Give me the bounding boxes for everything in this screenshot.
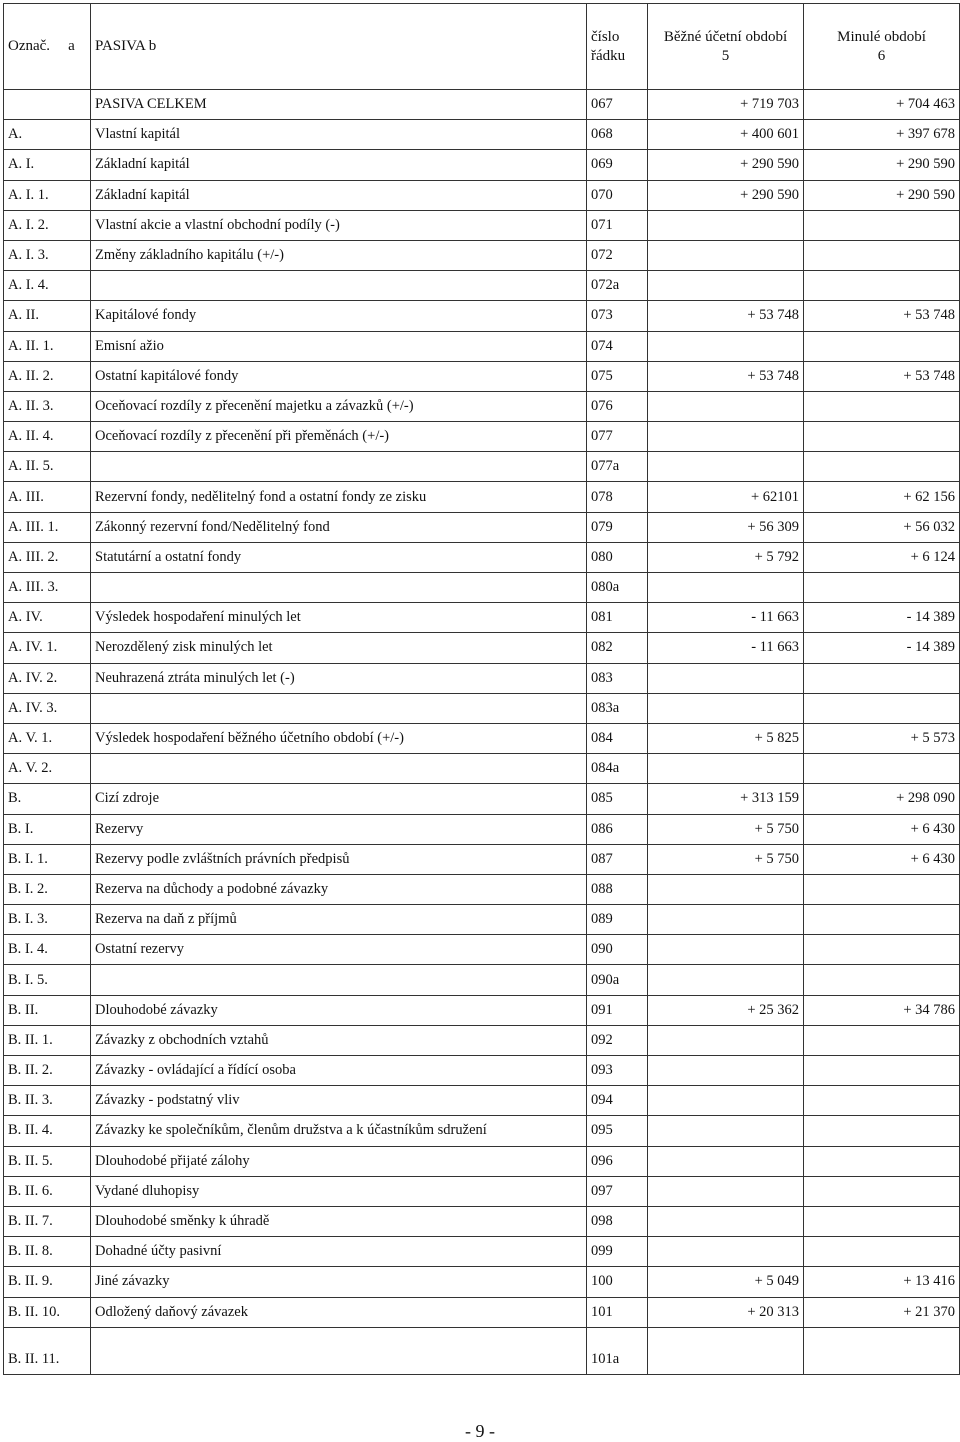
row-previous-value: + 290 590 <box>804 180 960 210</box>
row-name <box>91 754 587 784</box>
row-mark: A. II. 3. <box>4 391 91 421</box>
row-previous-value: + 290 590 <box>804 150 960 180</box>
row-current-value <box>648 240 804 270</box>
table-row <box>4 874 960 904</box>
row-number: 078 <box>587 482 648 512</box>
table-row <box>4 965 960 995</box>
row-mark: B. II. 5. <box>4 1146 91 1176</box>
row-name: Ostatní kapitálové fondy <box>91 361 587 391</box>
row-name: Závazky z obchodních vztahů <box>91 1025 587 1055</box>
table-row <box>4 452 960 482</box>
row-number: 085 <box>587 784 648 814</box>
row-number: 068 <box>587 120 648 150</box>
row-mark: A. II. 2. <box>4 361 91 391</box>
row-number: 090a <box>587 965 648 995</box>
row-current-value: + 5 750 <box>648 844 804 874</box>
row-name: Změny základního kapitálu (+/-) <box>91 240 587 270</box>
row-previous-value <box>804 1327 960 1374</box>
table-row <box>4 331 960 361</box>
table-row <box>4 935 960 965</box>
row-number: 067 <box>587 90 648 120</box>
row-number: 072a <box>587 271 648 301</box>
row-current-value <box>648 210 804 240</box>
row-previous-value: + 6 124 <box>804 542 960 572</box>
table-row <box>4 1237 960 1267</box>
row-name: Oceňovací rozdíly z přecenění majetku a závazků (+/-) <box>91 391 587 421</box>
row-current-value <box>648 391 804 421</box>
row-mark: A. IV. 1. <box>4 633 91 663</box>
row-current-value <box>648 1116 804 1146</box>
row-name <box>91 693 587 723</box>
row-number: 093 <box>587 1056 648 1086</box>
row-current-value: + 56 309 <box>648 512 804 542</box>
row-name <box>91 452 587 482</box>
row-current-value: + 5 825 <box>648 723 804 753</box>
row-current-value <box>648 965 804 995</box>
row-previous-value <box>804 240 960 270</box>
row-mark: B. I. 2. <box>4 874 91 904</box>
row-previous-value <box>804 210 960 240</box>
row-mark: B. II. 7. <box>4 1206 91 1236</box>
row-number: 101a <box>587 1327 648 1374</box>
row-mark: B. II. <box>4 995 91 1025</box>
table-header-row <box>4 4 960 90</box>
row-previous-value: + 53 748 <box>804 301 960 331</box>
row-number: 091 <box>587 995 648 1025</box>
row-previous-value <box>804 935 960 965</box>
row-name: Výsledek hospodaření minulých let <box>91 603 587 633</box>
row-current-value: + 5 750 <box>648 814 804 844</box>
row-current-value <box>648 1146 804 1176</box>
page-number: - 9 - <box>465 1421 495 1441</box>
row-previous-value <box>804 693 960 723</box>
row-current-value <box>648 331 804 361</box>
row-mark: B. II. 9. <box>4 1267 91 1297</box>
row-mark: A. III. 3. <box>4 573 91 603</box>
row-number: 069 <box>587 150 648 180</box>
row-current-value <box>648 874 804 904</box>
row-current-value <box>648 1327 804 1374</box>
row-name: Rezervy podle zvláštních právních předpisů <box>91 844 587 874</box>
table-row <box>4 603 960 633</box>
row-previous-value <box>804 573 960 603</box>
row-current-value <box>648 754 804 784</box>
row-current-value <box>648 1206 804 1236</box>
table-row <box>4 542 960 572</box>
row-name: Rezerva na daň z příjmů <box>91 905 587 935</box>
row-number: 099 <box>587 1237 648 1267</box>
row-previous-value <box>804 391 960 421</box>
row-mark: B. II. 3. <box>4 1086 91 1116</box>
table-row <box>4 663 960 693</box>
table-row <box>4 90 960 120</box>
row-previous-value: + 397 678 <box>804 120 960 150</box>
row-name: Základní kapitál <box>91 150 587 180</box>
table-row <box>4 754 960 784</box>
row-number: 079 <box>587 512 648 542</box>
row-mark: A. II. 4. <box>4 422 91 452</box>
row-number: 083 <box>587 663 648 693</box>
row-name: Emisní ažio <box>91 331 587 361</box>
row-mark: A. IV. <box>4 603 91 633</box>
row-number: 080a <box>587 573 648 603</box>
row-name: Základní kapitál <box>91 180 587 210</box>
row-previous-value <box>804 1116 960 1146</box>
table-row <box>4 1206 960 1236</box>
row-current-value: + 313 159 <box>648 784 804 814</box>
table-row <box>4 120 960 150</box>
row-current-value: + 290 590 <box>648 150 804 180</box>
row-mark: B. II. 4. <box>4 1116 91 1146</box>
row-mark: A. I. 4. <box>4 271 91 301</box>
table-row <box>4 844 960 874</box>
table-row <box>4 814 960 844</box>
row-previous-value: + 34 786 <box>804 995 960 1025</box>
row-name: Ostatní rezervy <box>91 935 587 965</box>
row-name: Závazky ke společníkům, členům družstva a k účastníkům sdružení <box>91 1116 587 1146</box>
row-previous-value: + 704 463 <box>804 90 960 120</box>
row-current-value: + 5 049 <box>648 1267 804 1297</box>
row-mark: A. III. <box>4 482 91 512</box>
row-mark: B. I. 3. <box>4 905 91 935</box>
row-mark: B. II. 10. <box>4 1297 91 1327</box>
row-name: Kapitálové fondy <box>91 301 587 331</box>
row-number: 077a <box>587 452 648 482</box>
row-current-value: - 11 663 <box>648 603 804 633</box>
row-mark: A. <box>4 120 91 150</box>
table-row <box>4 905 960 935</box>
table-row <box>4 391 960 421</box>
table-row <box>4 1116 960 1146</box>
row-number: 075 <box>587 361 648 391</box>
row-name: Výsledek hospodaření běžného účetního období (+/-) <box>91 723 587 753</box>
row-mark: A. III. 1. <box>4 512 91 542</box>
row-mark: B. I. <box>4 814 91 844</box>
row-number: 087 <box>587 844 648 874</box>
row-name: Vlastní akcie a vlastní obchodní podíly (-) <box>91 210 587 240</box>
row-current-value <box>648 905 804 935</box>
row-mark: A. I. <box>4 150 91 180</box>
row-name: Odložený daňový závazek <box>91 1297 587 1327</box>
row-number: 081 <box>587 603 648 633</box>
row-current-value <box>648 1237 804 1267</box>
table-row <box>4 1056 960 1086</box>
row-number: 098 <box>587 1206 648 1236</box>
row-name <box>91 271 587 301</box>
table-row <box>4 422 960 452</box>
row-number: 080 <box>587 542 648 572</box>
table-row <box>4 633 960 663</box>
table-row <box>4 1327 960 1374</box>
row-previous-value: + 6 430 <box>804 814 960 844</box>
row-name: Závazky - ovládající a řídící osoba <box>91 1056 587 1086</box>
table-row <box>4 482 960 512</box>
row-mark: A. III. 2. <box>4 542 91 572</box>
row-name: PASIVA CELKEM <box>91 90 587 120</box>
table-row <box>4 1146 960 1176</box>
balance-sheet <box>3 3 959 1375</box>
row-name: Dohadné účty pasivní <box>91 1237 587 1267</box>
header-mark: Označ. a <box>4 4 91 90</box>
table-row <box>4 1086 960 1116</box>
row-number: 094 <box>587 1086 648 1116</box>
row-previous-value: + 56 032 <box>804 512 960 542</box>
row-name: Vydané dluhopisy <box>91 1176 587 1206</box>
header-current-period: Běžné účetní období 5 <box>648 4 804 90</box>
row-current-value <box>648 422 804 452</box>
row-current-value: + 20 313 <box>648 1297 804 1327</box>
row-mark: B. I. 1. <box>4 844 91 874</box>
row-number: 096 <box>587 1146 648 1176</box>
row-current-value <box>648 1025 804 1055</box>
row-name: Dlouhodobé přijaté zálohy <box>91 1146 587 1176</box>
row-number: 097 <box>587 1176 648 1206</box>
row-name: Vlastní kapitál <box>91 120 587 150</box>
row-current-value: + 400 601 <box>648 120 804 150</box>
row-previous-value <box>804 1056 960 1086</box>
row-previous-value: + 5 573 <box>804 723 960 753</box>
row-name: Dlouhodobé závazky <box>91 995 587 1025</box>
row-name: Cizí zdroje <box>91 784 587 814</box>
row-mark: B. II. 11. <box>4 1327 91 1374</box>
liabilities-table <box>3 3 960 1375</box>
row-name: Rezervní fondy, nedělitelný fond a ostatní fondy ze zisku <box>91 482 587 512</box>
row-number: 072 <box>587 240 648 270</box>
header-previous-period: Minulé období 6 <box>804 4 960 90</box>
table-row <box>4 301 960 331</box>
row-previous-value: + 13 416 <box>804 1267 960 1297</box>
row-name: Jiné závazky <box>91 1267 587 1297</box>
table-row <box>4 180 960 210</box>
table-row <box>4 1176 960 1206</box>
row-mark: A. I. 1. <box>4 180 91 210</box>
row-name: Nerozdělený zisk minulých let <box>91 633 587 663</box>
row-current-value: + 62101 <box>648 482 804 512</box>
table-row <box>4 995 960 1025</box>
row-name <box>91 1327 587 1374</box>
row-mark: A. V. 1. <box>4 723 91 753</box>
row-current-value: - 11 663 <box>648 633 804 663</box>
row-name: Zákonný rezervní fond/Nedělitelný fond <box>91 512 587 542</box>
row-previous-value <box>804 905 960 935</box>
table-row <box>4 693 960 723</box>
table-row <box>4 271 960 301</box>
row-previous-value: + 53 748 <box>804 361 960 391</box>
row-previous-value <box>804 1086 960 1116</box>
row-name: Neuhrazená ztráta minulých let (-) <box>91 663 587 693</box>
row-name <box>91 965 587 995</box>
row-current-value <box>648 663 804 693</box>
row-mark: A. II. <box>4 301 91 331</box>
row-current-value <box>648 693 804 723</box>
row-previous-value <box>804 1206 960 1236</box>
row-mark: B. II. 2. <box>4 1056 91 1086</box>
row-number: 084 <box>587 723 648 753</box>
row-number: 100 <box>587 1267 648 1297</box>
row-current-value <box>648 1086 804 1116</box>
table-row <box>4 723 960 753</box>
row-mark: B. I. 5. <box>4 965 91 995</box>
table-row <box>4 573 960 603</box>
row-number: 083a <box>587 693 648 723</box>
row-number: 095 <box>587 1116 648 1146</box>
row-mark: A. IV. 3. <box>4 693 91 723</box>
row-mark: B. I. 4. <box>4 935 91 965</box>
row-previous-value: + 21 370 <box>804 1297 960 1327</box>
row-mark <box>4 90 91 120</box>
row-mark: B. II. 8. <box>4 1237 91 1267</box>
row-previous-value <box>804 452 960 482</box>
row-previous-value <box>804 1176 960 1206</box>
table-row <box>4 361 960 391</box>
row-number: 086 <box>587 814 648 844</box>
row-current-value <box>648 573 804 603</box>
row-number: 092 <box>587 1025 648 1055</box>
row-mark: A. IV. 2. <box>4 663 91 693</box>
row-previous-value <box>804 874 960 904</box>
row-name: Rezerva na důchody a podobné závazky <box>91 874 587 904</box>
row-previous-value <box>804 1146 960 1176</box>
row-previous-value: - 14 389 <box>804 633 960 663</box>
row-current-value: + 719 703 <box>648 90 804 120</box>
header-row-number: číslo řádku <box>587 4 648 90</box>
row-current-value <box>648 935 804 965</box>
row-mark: B. II. 1. <box>4 1025 91 1055</box>
row-previous-value <box>804 663 960 693</box>
row-previous-value <box>804 271 960 301</box>
row-current-value: + 53 748 <box>648 361 804 391</box>
row-current-value <box>648 1056 804 1086</box>
row-number: 090 <box>587 935 648 965</box>
header-name: PASIVA b <box>91 4 587 90</box>
row-mark: A. I. 2. <box>4 210 91 240</box>
row-current-value <box>648 271 804 301</box>
row-previous-value <box>804 422 960 452</box>
table-row <box>4 784 960 814</box>
row-name: Závazky - podstatný vliv <box>91 1086 587 1116</box>
row-name <box>91 573 587 603</box>
row-number: 084a <box>587 754 648 784</box>
row-mark: B. <box>4 784 91 814</box>
row-name: Oceňovací rozdíly z přecenění při přeměnách (+/-) <box>91 422 587 452</box>
row-number: 076 <box>587 391 648 421</box>
row-current-value <box>648 1176 804 1206</box>
row-previous-value <box>804 754 960 784</box>
row-name: Dlouhodobé směnky k úhradě <box>91 1206 587 1236</box>
row-current-value: + 5 792 <box>648 542 804 572</box>
row-mark: A. II. 1. <box>4 331 91 361</box>
row-previous-value <box>804 1025 960 1055</box>
row-previous-value <box>804 1237 960 1267</box>
row-current-value: + 290 590 <box>648 180 804 210</box>
row-number: 082 <box>587 633 648 663</box>
row-number: 077 <box>587 422 648 452</box>
row-number: 071 <box>587 210 648 240</box>
row-mark: A. I. 3. <box>4 240 91 270</box>
table-row <box>4 1297 960 1327</box>
row-number: 074 <box>587 331 648 361</box>
row-number: 088 <box>587 874 648 904</box>
row-name: Statutární a ostatní fondy <box>91 542 587 572</box>
table-row <box>4 512 960 542</box>
table-row <box>4 240 960 270</box>
row-previous-value: + 62 156 <box>804 482 960 512</box>
table-row <box>4 1267 960 1297</box>
row-name: Rezervy <box>91 814 587 844</box>
row-number: 089 <box>587 905 648 935</box>
row-previous-value <box>804 331 960 361</box>
row-previous-value: - 14 389 <box>804 603 960 633</box>
row-mark: A. V. 2. <box>4 754 91 784</box>
row-mark: A. II. 5. <box>4 452 91 482</box>
row-previous-value: + 298 090 <box>804 784 960 814</box>
row-current-value: + 53 748 <box>648 301 804 331</box>
table-row <box>4 1025 960 1055</box>
row-current-value <box>648 452 804 482</box>
row-mark: B. II. 6. <box>4 1176 91 1206</box>
row-previous-value <box>804 965 960 995</box>
row-current-value: + 25 362 <box>648 995 804 1025</box>
row-number: 073 <box>587 301 648 331</box>
table-row <box>4 210 960 240</box>
row-number: 070 <box>587 180 648 210</box>
row-previous-value: + 6 430 <box>804 844 960 874</box>
row-number: 101 <box>587 1297 648 1327</box>
table-row <box>4 150 960 180</box>
